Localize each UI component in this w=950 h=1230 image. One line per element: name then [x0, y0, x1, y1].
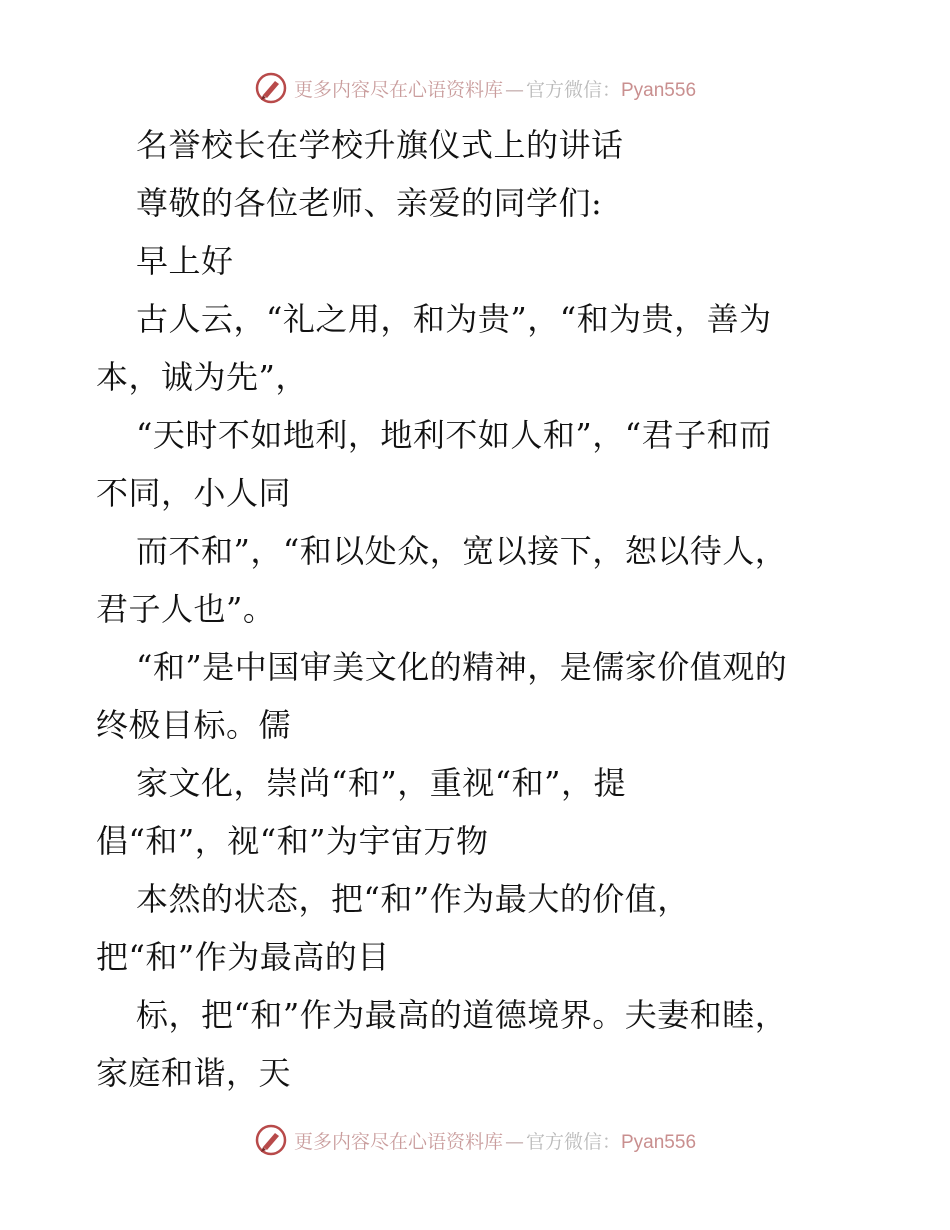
- watermark-text: [294, 1127, 696, 1154]
- document-line: 而不和”，“和以处众，宽以接下，恕以待人，: [136, 532, 788, 570]
- quill-pen-logo-icon: [254, 71, 288, 105]
- watermark-wechat-id: Pyan556: [621, 79, 697, 101]
- header-watermark: [0, 68, 950, 108]
- document-line: 家文化，崇尚“和”，重视“和”，提: [136, 764, 626, 802]
- footer-watermark: [0, 1120, 950, 1160]
- document-line: 把“和”作为最高的目: [96, 938, 390, 976]
- watermark-brand: 更多内容尽在心语资料库: [293, 1130, 503, 1153]
- watermark-official-label: 官方微信：: [525, 1130, 621, 1153]
- document-line: 终极目标。儒: [96, 706, 292, 744]
- document-line: 家庭和谐，天: [96, 1054, 292, 1092]
- document-line: 标，把“和”作为最高的道德境界。夫妻和睦，: [136, 996, 788, 1034]
- quill-pen-logo-icon: [254, 1123, 288, 1157]
- document-line: 君子人也”。: [96, 590, 276, 628]
- document-line: “和”是中国审美文化的精神，是儒家价值观的: [136, 648, 788, 686]
- document-line: 本，诚为先”，: [96, 358, 308, 396]
- watermark-dash: —: [504, 78, 524, 101]
- watermark-official-label: 官方微信：: [525, 78, 621, 101]
- watermark-wechat-id: Pyan556: [621, 1131, 697, 1153]
- document-line: 倡“和”，视“和”为宇宙万物: [96, 822, 489, 860]
- document-line: 不同，小人同: [96, 474, 292, 512]
- watermark-brand: 更多内容尽在心语资料库: [293, 78, 503, 101]
- document-line: 名誉校长在学校升旗仪式上的讲话: [136, 126, 624, 164]
- document-line: 本然的状态，把“和”作为最大的价值，: [136, 880, 690, 918]
- watermark-dash: —: [504, 1130, 524, 1153]
- document-line: 古人云，“礼之用，和为贵”，“和为贵，善为: [136, 300, 772, 338]
- document-line: 早上好: [136, 242, 234, 280]
- document-body: [96, 116, 856, 1102]
- document-line: “天时不如地利，地利不如人和”，“君子和而: [136, 416, 772, 454]
- document-line: 尊敬的各位老师、亲爱的同学们:: [136, 184, 603, 222]
- watermark-group: [254, 71, 696, 105]
- watermark-group: [254, 1123, 696, 1157]
- watermark-text: [294, 75, 696, 102]
